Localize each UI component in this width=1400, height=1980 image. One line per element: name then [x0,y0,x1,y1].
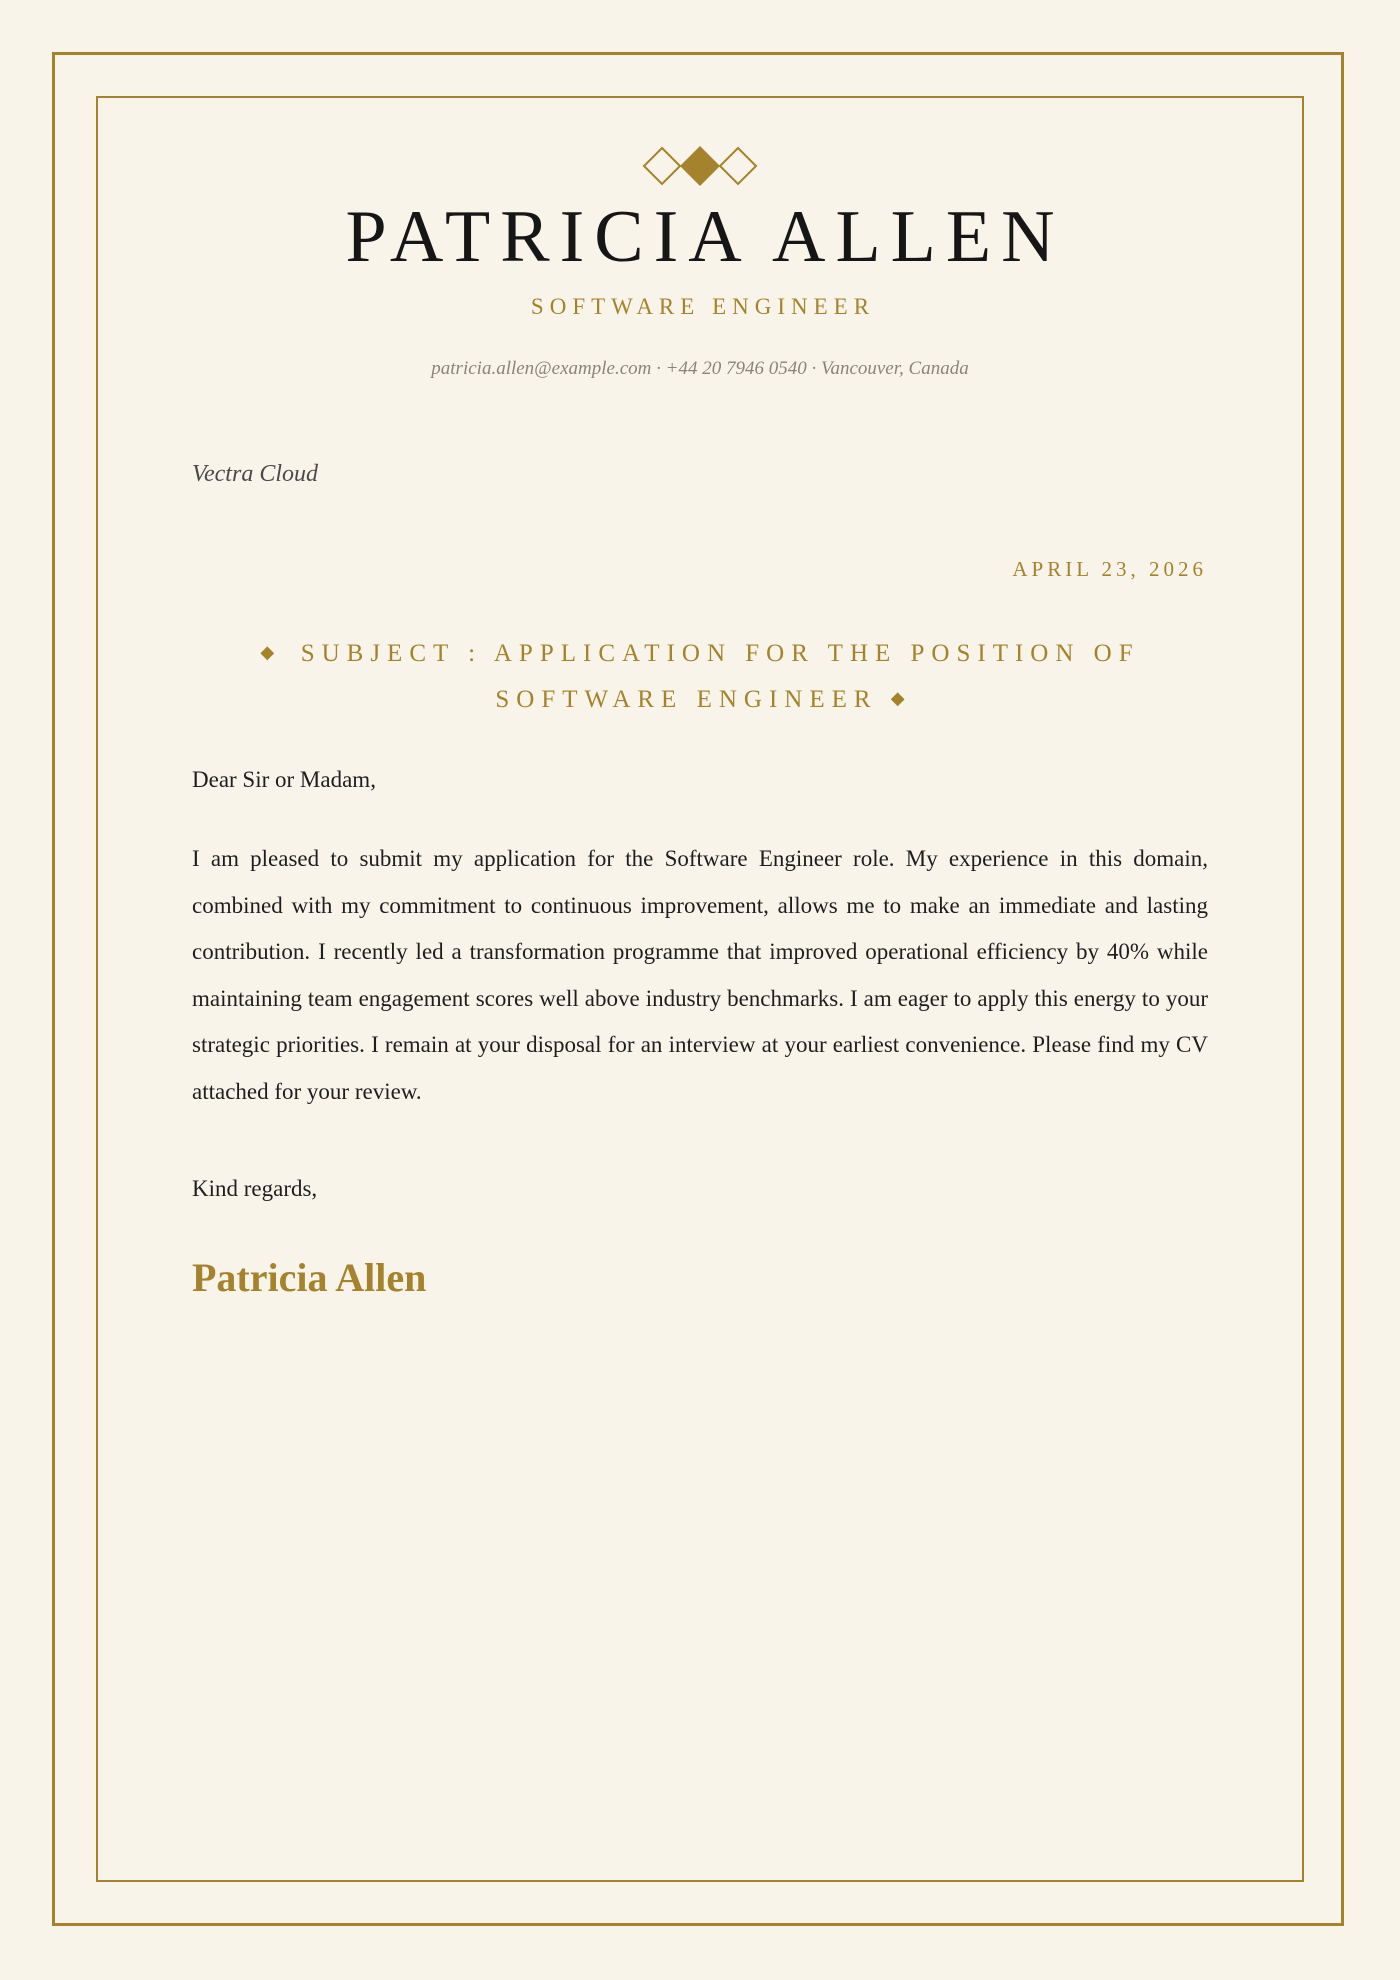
contact-info: patricia.allen@example.com · +44 20 7946 0540 · Vancouver, Canada [431,358,969,379]
signature-name: Patricia Allen [192,1255,427,1300]
letter-body-paragraph: I am pleased to submit my application for the Software Engineer role. My experience in this domain, combined with my commitment to continuous improvement, allows me to make an immediate and lasting contribution. I recently led a transformation programme that improved operational efficiency by 40% while maintaining team engagement scores well above industry benchmarks. I am eager to apply this energy to your strategic priorities. I remain at your disposal for an interview at your earliest convenience. Please find my CV attached for your review. [192,846,1208,1104]
closing-phrase: Kind regards, [192,1176,318,1201]
applicant-role: SOFTWARE ENGINEER [530,294,876,319]
letter-date: APRIL 23, 2026 [1012,557,1207,581]
diamond-icon: ◆ [890,688,905,708]
recipient-company: Vectra Cloud [192,461,318,487]
diamond-icon: ◆ [260,642,275,662]
three-diamonds-icon [0,144,1400,188]
subject-line [192,630,1208,722]
applicant-name-heading: PATRICIA ALLEN [345,196,1065,278]
subject-text: SUBJECT : APPLICATION FOR THE POSITION OF SOFTWARE ENGINEER [300,640,1140,713]
salutation: Dear Sir or Madam, [192,767,376,792]
